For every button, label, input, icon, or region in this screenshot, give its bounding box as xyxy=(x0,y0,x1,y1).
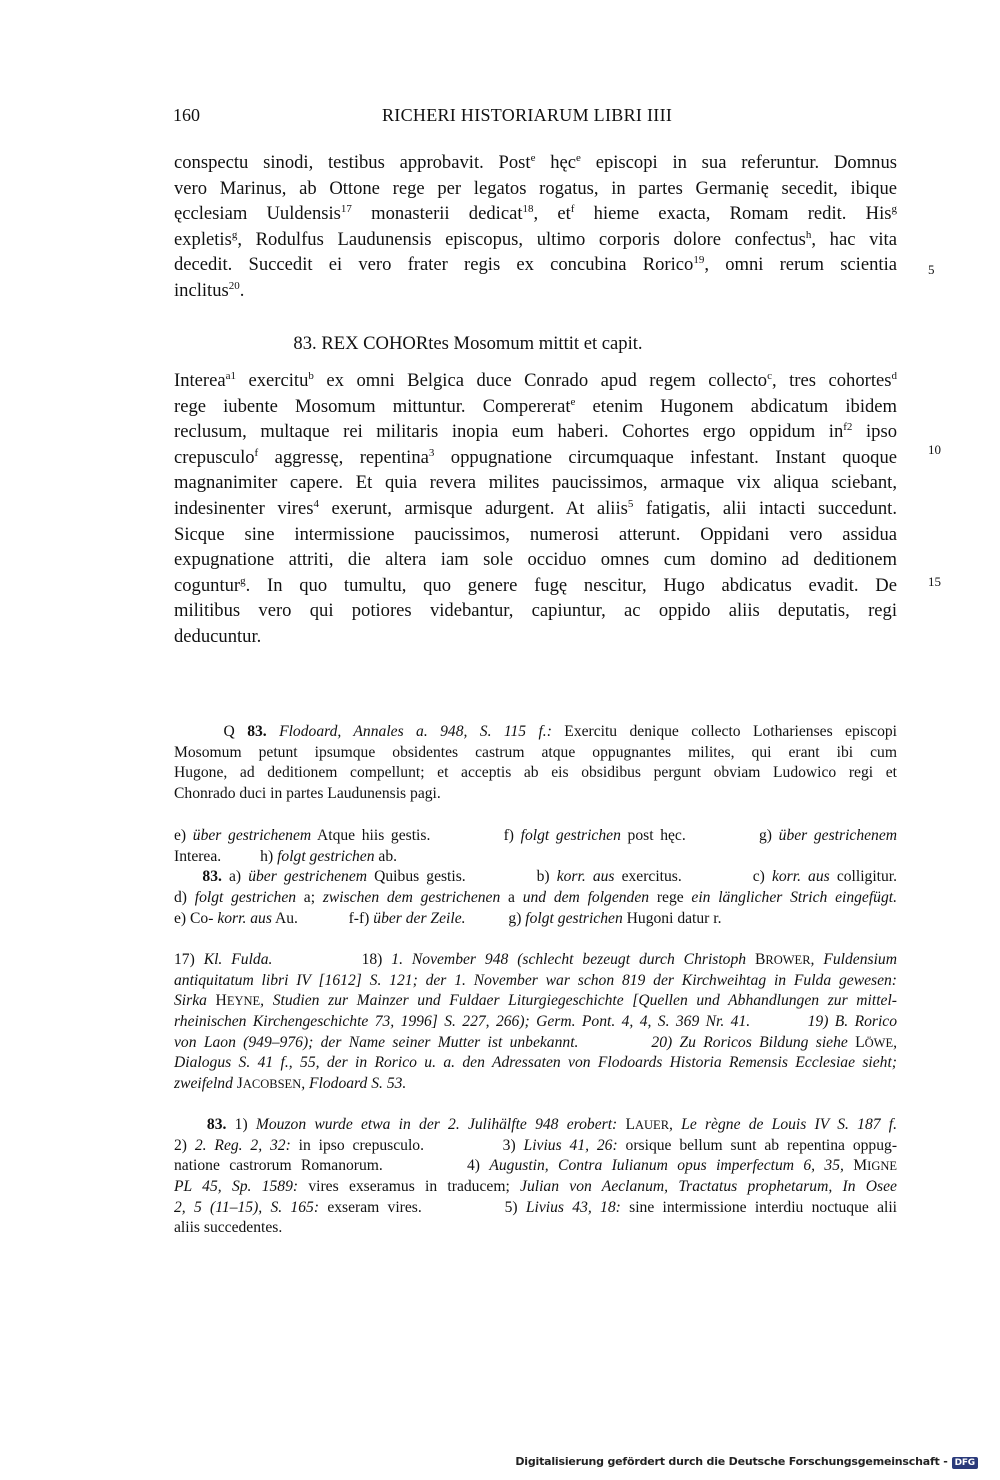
source-notes-83: 83. 1) Mouzon wurde etwa in der 2. Julihälfte 948 erobert: LAUER, Le règne de Louis IV S. 187 f. 2) 2. Reg. 2, 32: in ipso crepusculo. 3) Livius 41, 26: orsique bellum sunt ab repentina oppug- natione castrorum Romanorum. 4) Augustin, Contra Iulianum opus imperfectum 6, 35, MIGNE PL 45, Sp. 1589: vires exseramus in traducem; Julian von Aeclanum, Tractatus prophetarum, In Osee 2, 5 (11–15), S. 165: exseram vires. 5) Livius 43, 18: sine intermissione interdiu noctuque alii aliis succedentes. xyxy=(174,1116,898,1237)
source-note-q83: Q 83. Flodoard, Annales a. 948, S. 115 f.: Exercitu denique collecto Lotharienses episcopi Mosomum petunt ipsumque obsidentes castrum atque oppugnantes milites, qui erant ibi cum Hugone, ad deditionem compellunt; et acceptis ab eis obsidibus pergunt obviam Ludowico regi et Chonrado duci in partes Laudunensis pagi. xyxy=(174,723,897,803)
critical-apparatus: e) über gestrichenem Atque hiis gestis. f) folgt gestrichen post hęc. g) über gestrichenem Interea. h) folgt gestrichen ab. 83. a) über gestrichenem Quibus gestis. b) korr. aus exercitus. c) korr. aus colligitur. d) folgt gestrichen a; zwischen dem gestrichenen a und dem folgenden rege ein länglicher Strich eingefügt. e) Co- korr. aus Au. f-f) über der Zeile. g) folgt gestrichen Hugoni datur r. xyxy=(174,827,898,927)
historical-notes-17-20: 17) Kl. Fulda. 18) 1. November 948 (schlecht bezeugt durch Christoph BROWER, Fuldensium antiquitatum libri IV [1612] S. 121; der 1. November war schon 819 der Kirchweihtag in Fulda gewesen: Sirka HEYNE, Studien zur Mainzer und Fuldaer Liturgiegeschichte [Quellen und Abhandlungen zur mittel- rheinischen Kirchengeschichte 73, 1996] S. 227, 266); Germ. Pont. 4, 4, S. 369 Nr. 41. 19) B. Rorico von Laon (949–976); der Name seiner Mutter ist unbekannt. 20) Zu Roricos Bildung siehe LÖWE, Dialogus S. 41 f., 55, der in Rorico u. a. den Adressaten von Flodoards Historia Remensis Ecclesiae sieht; zweifelnd JACOBSEN, Flodoard S. 53. xyxy=(174,951,898,1093)
line-number-15: 15 xyxy=(928,574,941,589)
running-head: RICHERI HISTORIARUM LIBRI IIII xyxy=(382,105,673,125)
line-number-10: 10 xyxy=(928,442,941,457)
line-number-5: 5 xyxy=(928,262,935,277)
dfg-logo: DFG xyxy=(952,1457,978,1469)
main-text-paragraph-1: conspectu sinodi, testibus approbavit. Post$^e$ hęc$^e$ episcopi in sua referuntur. Domnus vero Marinus, ab Ottone rege per legatos rogatus, in partes Germanię secedit, ibique ęcclesiam Uuldensis$^{17}$ monasterii dedicat$^{18}$, $et^f$ hieme exacta, Romam redit. His$^g$ expletis$^g$, Rodulfus Laudunensis episcopus, ultimo corporis dolore confectus$^h$, hac vita decedit. Succedit ei vero frater regis ex concubina Rorico$^{19}$, omni rerum scientia inclitus$^{20}$. xyxy=(174,151,897,301)
main-text-paragraph-2: Interea$^{a1}$ exercitu$^b$ ex omni Belgica duce Conrado apud regem collecto$^c$, tres cohortes$^d$ rege iubente Mosomum mittuntur. Compererat$^e$ etenim Hugonem abdicatum ibidem reclusum, multaque rei militaris inopia eum haberi. Cohortes ergo oppidum $in^{f2}$ ipso crepusculo$^f$ aggressę, repentina$^3$ oppugnatione circumquaque infestant. Instant quoque magnanimiter capere. Et quia revera milites paucissimos, armaque vix aliqua sciebant, indesinenter vires$^4$ exerunt, armisque adurgent. At aliis$^5$ fatigatis, alii intacti succedunt. Sicque sine intermissione paucissimos, numerosi atterunt. Oppidani vero assidua expugnatione attriti, die altera iam sole occiduo omnes cum domino ad deditionem coguntur$^g$. In quo tumultu, quo genere fugę nescitur, Hugo abdicatus evadit. De militibus vero qui potiores videbantur, capiuntur, ac oppido aliis deputatis, regi deducuntur. xyxy=(174,369,897,647)
chapter-title: 83. REX COHORtes Mosomum mittit et capit. xyxy=(293,333,643,354)
footer-funding-note: Digitalisierung gefördert durch die Deutsche Forschungsgemeinschaft - DFG xyxy=(515,1455,978,1469)
page-number: 160 xyxy=(173,105,200,125)
